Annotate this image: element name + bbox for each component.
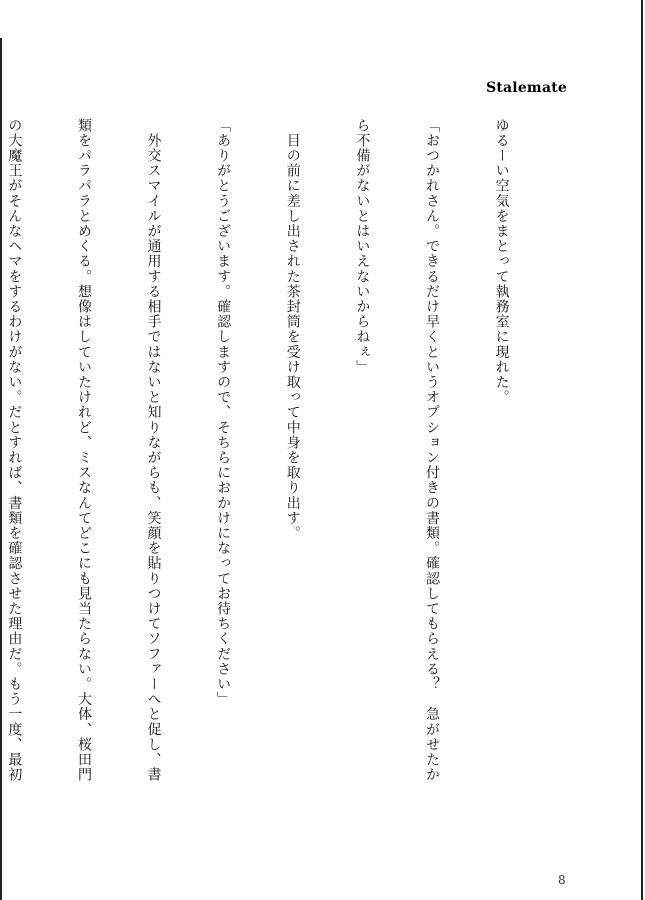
text-line: 「おつかれさん。できるだけ早くというオプション付きの書類。確認してもらえる？ 急がせたか [423,118,440,783]
text-line: 類をパラパラとめくる。想像はしていたけれど、ミスなんてどこにも見当たらない。大体、桜田門 [75,118,92,783]
page-right-border [641,0,643,900]
text-line: ら不備がないとはいえないからねぇ」 [354,118,371,375]
page-number: 8 [558,873,566,887]
text-line: ゆるーい空気をまとって執務室に現れた。 [493,118,510,405]
running-title: Stalemate [486,80,567,96]
text-line: の大魔王がそんなヘマをするわけがない。だとすれば、書類を確認させた理由だ。もう一度、最初 [6,118,23,783]
text-line: 「ありがとうございます。確認しますので、そちらにおかけになってお待ちください」 [215,118,232,707]
text-line: 外交スマイルが通用する相手ではないと知りながらも、笑顔を貼りつけてソファーへと促し、書 [145,118,162,783]
vertical-body-text [0,118,559,870]
text-line: 目の前に差し出された茶封筒を受け取って中身を取り出す。 [284,118,301,541]
